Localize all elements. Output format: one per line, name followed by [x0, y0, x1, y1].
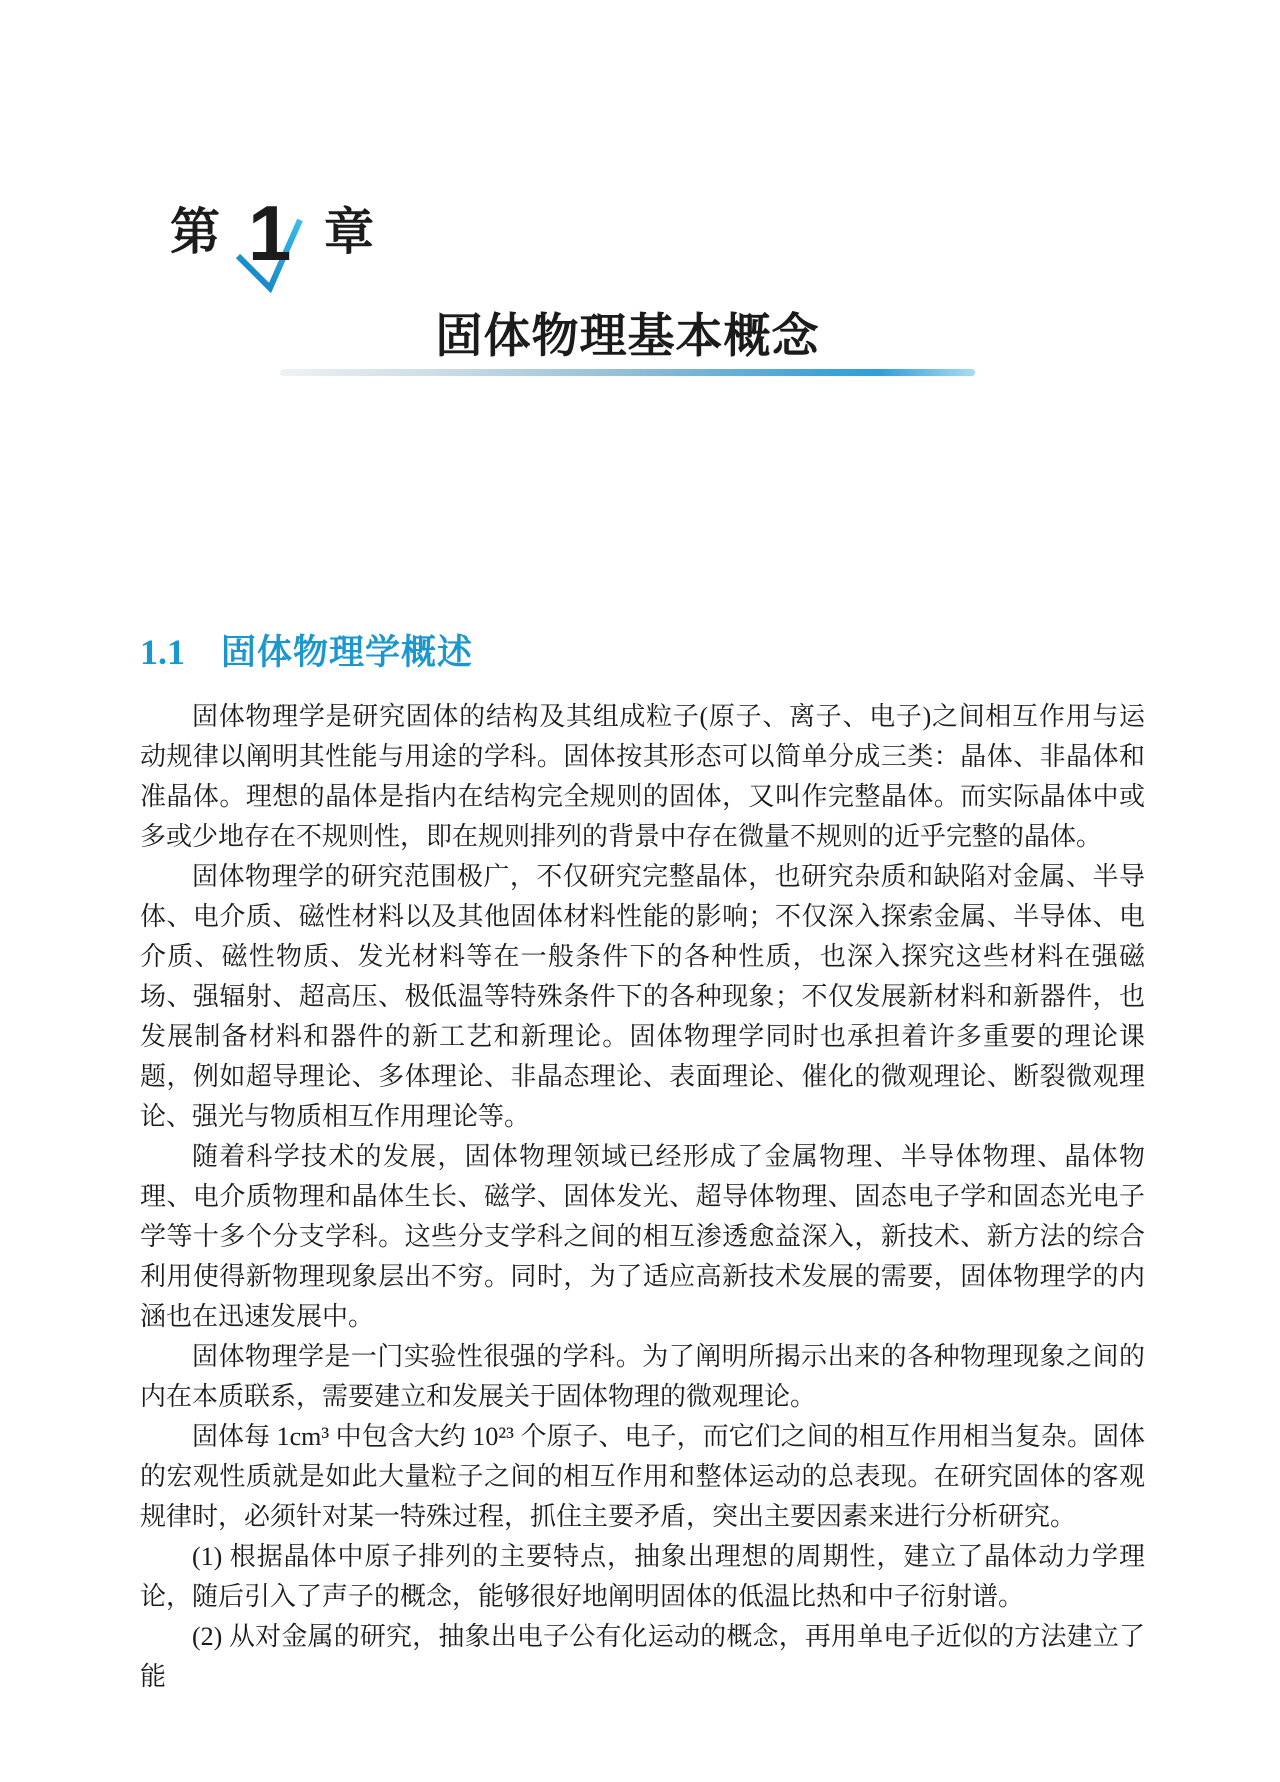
paragraph-particles: 固体每 1cm³ 中包含大约 10²³ 个原子、电子，而它们之间的相互作用相当复杂。固体的宏观性质就是如此大量粒子之间的相互作用和整体运动的总表现。在研究固体的客观规律时，必须针对某一特殊过程，抓住主要矛盾，突出主要因素来进行分析研究。	[140, 1422, 1145, 1532]
paragraph-branches: 随着科学技术的发展，固体物理领域已经形成了金属物理、半导体物理、晶体物理、电介质物理和晶体生长、磁学、固体发光、超导体物理、固态电子学和固态光电子学等十多个分支学科。这些分支学科之间的相互渗透愈益深入，新技术、新方法的综合利用使得新物理现象层出不穷。同时，为了适应高新技术发展的需要，固体物理学的内涵也在迅速发展中。	[140, 1142, 1145, 1332]
chapter-number-unit	[224, 189, 310, 295]
title-gradient-rule	[280, 369, 975, 376]
section-number: 1.1	[140, 632, 185, 673]
section-title: 固体物理学概述	[221, 633, 474, 673]
section-heading	[140, 632, 1145, 673]
paragraph-research-scope: 固体物理学的研究范围极广，不仅研究完整晶体，也研究杂质和缺陷对金属、半导体、电介质、磁性材料以及其他固体材料性能的影响；不仅深入探索金属、半导体、电介质、磁性物质、发光材料等在一般条件下的各种性质，也深入探究这些材料在强磁场、强辐射、超高压、极低温等特殊条件下的各种现象；不仅发展新材料和新器件，也发展制备材料和器件的新工艺和新理论。固体物理学同时也承担着许多重要的理论课题，例如超导理论、多体理论、非晶态理论、表面理论、催化的微观理论、断裂微观理论、强光与物质相互作用理论等。	[140, 862, 1145, 1132]
chapter-title: 固体物理基本概念	[435, 309, 820, 362]
chapter-title-block	[280, 309, 975, 376]
paragraph-point-1: (1) 根据晶体中原子排列的主要特点，抽象出理想的周期性，建立了晶体动力学理论，随后引入了声子的概念，能够很好地阐明固体的低温比热和中子衍射谱。	[140, 1542, 1145, 1612]
chapter-suffix: 章	[324, 204, 374, 260]
chapter-header	[170, 189, 1145, 295]
paragraph-point-2: (2) 从对金属的研究，抽象出电子公有化运动的概念，再用单电子近似的方法建立了能	[140, 1622, 1145, 1692]
chapter-number: 1	[248, 189, 292, 277]
body-text	[140, 697, 1145, 1697]
chapter-prefix: 第	[170, 204, 220, 260]
paragraph-intro: 固体物理学是研究固体的结构及其组成粒子(原子、离子、电子)之间相互作用与运动规律以阐明其性能与用途的学科。固体按其形态可以简单分成三类：晶体、非晶体和准晶体。理想的晶体是指内在结构完全规则的固体，又叫作完整晶体。而实际晶体中或多或少地存在不规则性，即在规则排列的背景中存在微量不规则的近乎完整的晶体。	[140, 702, 1145, 852]
paragraph-experimental: 固体物理学是一门实验性很强的学科。为了阐明所揭示出来的各种物理现象之间的内在本质联系，需要建立和发展关于固体物理的微观理论。	[140, 1342, 1145, 1412]
